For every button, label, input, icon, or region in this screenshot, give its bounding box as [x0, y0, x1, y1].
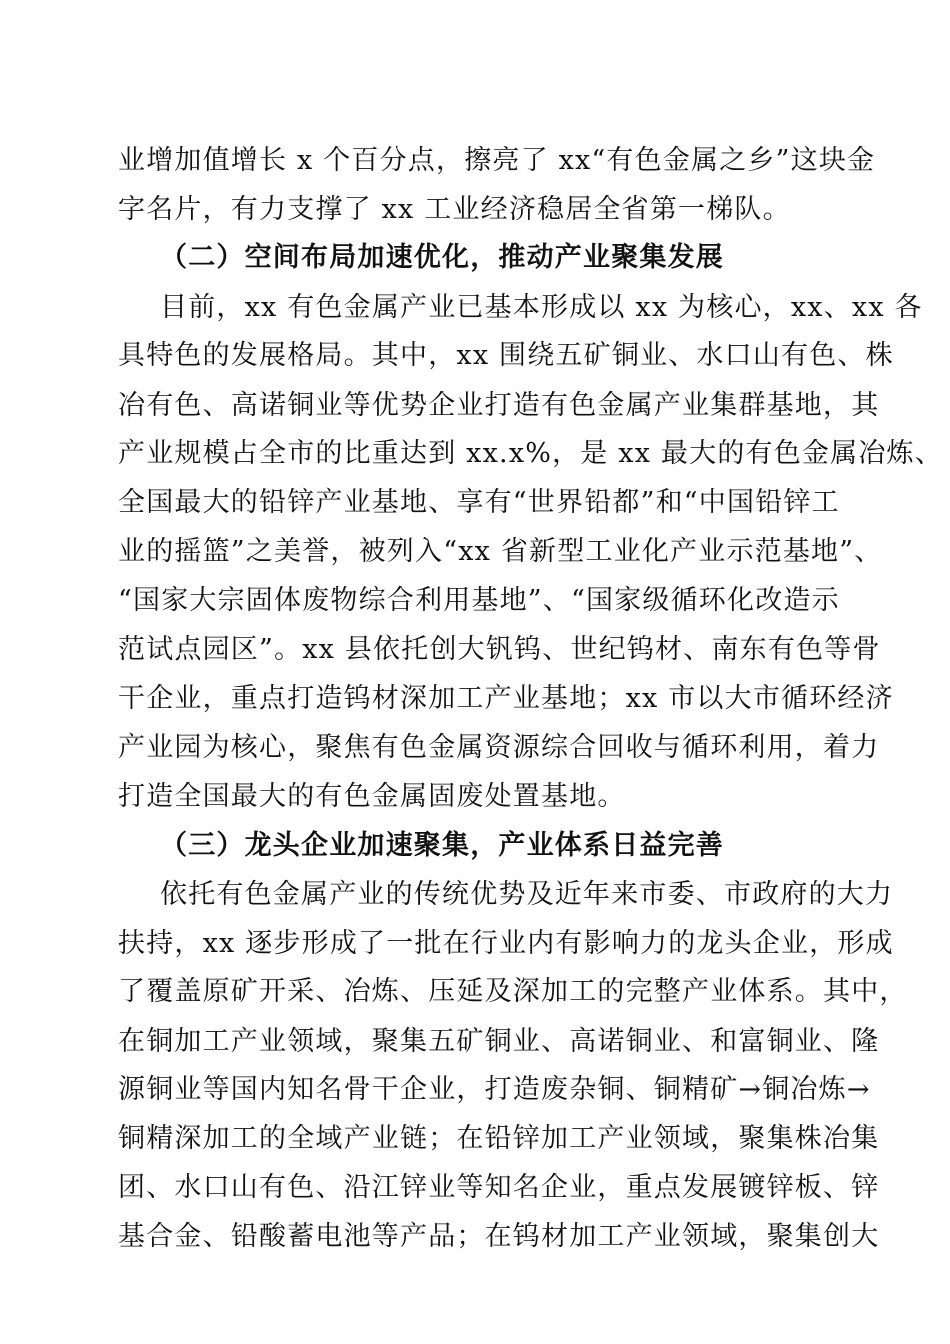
body-text-line: “国家大宗固体废物综合利用基地”、“国家级循环化改造示: [118, 585, 840, 616]
body-text-line: 产业园为核心，聚焦有色金属资源综合回收与循环利用，着力: [118, 732, 880, 763]
body-text-line: 业增加值增长 x 个百分点，擦亮了 xx“有色金属之乡”这块金: [118, 145, 876, 176]
body-text-line: 扶持，xx 逐步形成了一批在行业内有影响力的龙头企业，形成: [118, 928, 894, 959]
section-heading-2: （二）空间布局加速优化，推动产业聚集发展: [160, 242, 724, 273]
body-text-line: 字名片，有力支撑了 xx 工业经济稳居全省第一梯队。: [118, 194, 791, 225]
body-text-line: 基合金、铅酸蓄电池等产品；在钨材加工产业领域，聚集创大: [118, 1221, 880, 1252]
section-heading-3: （三）龙头企业加速聚集，产业体系日益完善: [160, 830, 724, 861]
body-text-line: 目前，xx 有色金属产业已基本形成以 xx 为核心，xx、xx 各: [160, 292, 923, 323]
body-text-line: 了覆盖原矿开采、冶炼、压延及深加工的完整产业体系。其中，: [118, 976, 908, 1007]
body-text-line: 源铜业等国内知名骨干企业，打造废杂铜、铜精矿→铜冶炼→: [118, 1074, 871, 1105]
body-text-line: 团、水口山有色、沿江锌业等知名企业，重点发展镀锌板、锌: [118, 1172, 880, 1203]
body-text-line: 干企业，重点打造钨材深加工产业基地；xx 市以大市循环经济: [118, 683, 894, 714]
body-text-line: 打造全国最大的有色金属固废处置基地。: [118, 781, 626, 812]
body-text-line: 全国最大的铅锌产业基地、享有“世界铅都”和“中国铅锌工: [118, 487, 840, 518]
body-text-line: 业的摇篮”之美誉，被列入“xx 省新型工业化产业示范基地”、: [118, 536, 883, 567]
body-text-line: 范试点园区”。xx 县依托创大钒钨、世纪钨材、南东有色等骨: [118, 634, 881, 665]
body-text-line: 具特色的发展格局。其中，xx 围绕五矿铜业、水口山有色、株: [118, 340, 894, 371]
body-text-line: 产业规模占全市的比重达到 xx.x%，是 xx 最大的有色金属冶炼、: [118, 438, 943, 469]
body-text-line: 依托有色金属产业的传统优势及近年来市委、市政府的大力: [160, 879, 894, 910]
body-text-line: 在铜加工产业领域，聚集五矿铜业、高诺铜业、和富铜业、隆: [118, 1026, 880, 1057]
body-text-line: 铜精深加工的全域产业链；在铅锌加工产业领域，聚集株冶集: [118, 1123, 880, 1154]
body-text-line: 冶有色、高诺铜业等优势企业打造有色金属产业集群基地，其: [118, 390, 880, 421]
